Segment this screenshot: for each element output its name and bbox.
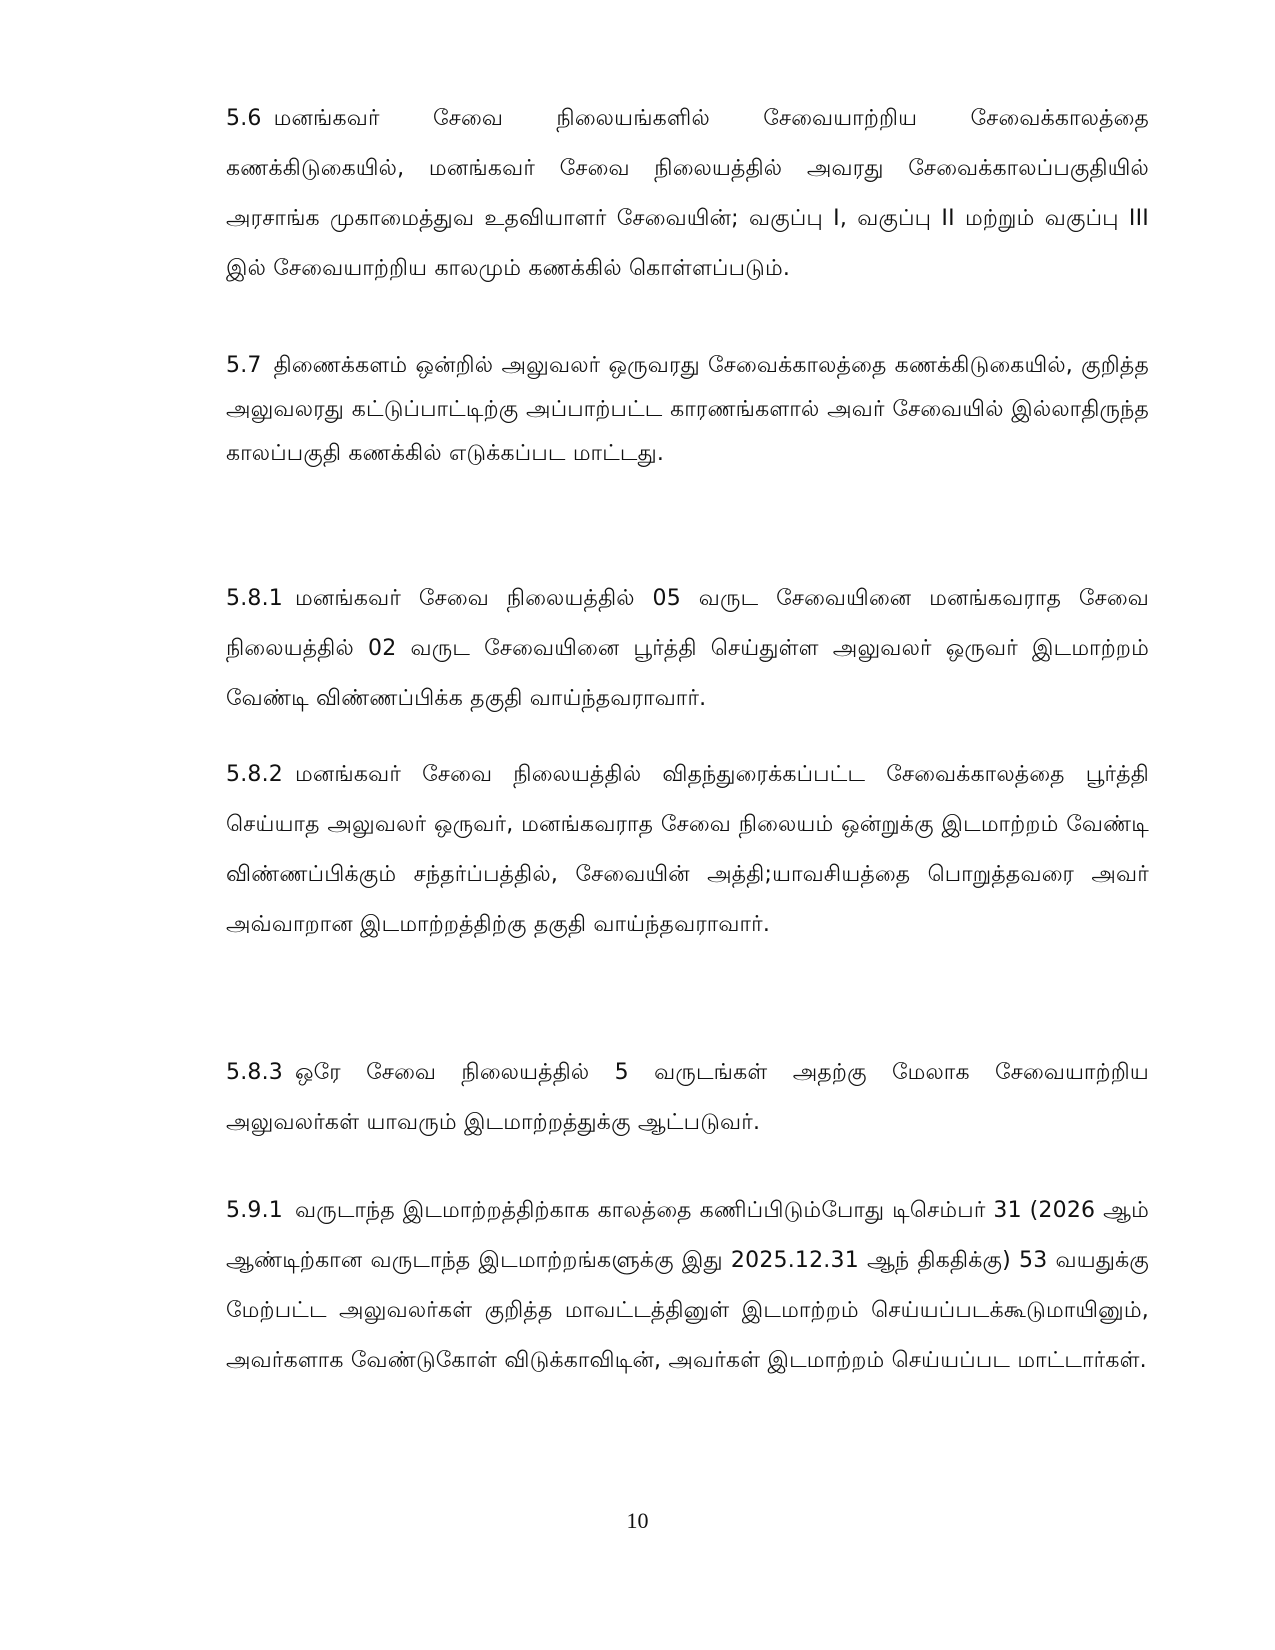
paragraph-text: மனங்கவர் சேவை நிலையத்தில் 05 வருட சேவையினை மனங்கவராத சேவை நிலையத்தில் 02 வருட சேவையினை பூர்த்தி செய்துள்ள அலுவலர் ஒருவர் இடமாற்றம் வேண்டி விண்ணப்பிக்க தகுதி வாய்ந்தவராவார்.	[226, 586, 1149, 711]
paragraph-5-7	[226, 344, 1149, 476]
paragraph-5-6	[226, 94, 1149, 294]
paragraph-5-8-1	[226, 574, 1149, 724]
paragraph-text: வருடாந்த இடமாற்றத்திற்காக காலத்தை கணிப்பிடும்போது டிசெம்பர் 31 (2026 ஆம் ஆண்டிற்கான வருடாந்த இடமாற்றங்களுக்கு இது 2025.12.31 ஆந் திகதிக்கு) 53 வயதுக்கு மேற்பட்ட அலுவலர்கள் குறித்த மாவட்டத்தினுள் இடமாற்றம் செய்யப்படக்கூடுமாயினும், அவர்களாக வேண்டுகோள் விடுக்காவிடின், அவர்கள் இடமாற்றம் செய்யப்பட மாட்டார்கள்.	[226, 1198, 1149, 1373]
paragraph-text: ஒரே சேவை நிலையத்தில் 5 வருடங்கள் அதற்கு மேலாக சேவையாற்றிய அலுவலர்கள் யாவரும் இடமாற்றத்துக்கு ஆட்படுவர்.	[226, 1060, 1149, 1135]
paragraph-number: 5.8.3	[226, 1060, 283, 1085]
paragraph-number: 5.6	[226, 106, 262, 131]
paragraph-5-9-1	[226, 1186, 1149, 1386]
paragraph-text: மனங்கவர் சேவை நிலையத்தில் விதந்துரைக்கப்பட்ட சேவைக்காலத்தை பூர்த்தி செய்யாத அலுவலர் ஒருவர், மனங்கவராத சேவை நிலையம் ஒன்றுக்கு இடமாற்றம் வேண்டி விண்ணப்பிக்கும் சந்தர்ப்பத்தில், சேவையின் அத்தி;யாவசியத்தை பொறுத்தவரை அவர் அவ்வாறான இடமாற்றத்திற்கு தகுதி வாய்ந்தவராவார்.	[226, 762, 1149, 937]
page-number: 10	[626, 1508, 649, 1533]
paragraph-number: 5.8.1	[226, 586, 283, 611]
paragraph-text: மனங்கவர் சேவை நிலையங்களில் சேவையாற்றிய சேவைக்காலத்தை கணக்கிடுகையில், மனங்கவர் சேவை நிலையத்தில் அவரது சேவைக்காலப்பகுதியில் அரசாங்க முகாமைத்துவ உதவியாளர் சேவையின்; வகுப்பு I, வகுப்பு II மற்றும் வகுப்பு III இல் சேவையாற்றிய காலமும் கணக்கில் கொள்ளப்படும்.	[226, 106, 1149, 281]
paragraph-text: திணைக்களம் ஒன்றில் அலுவலர் ஒருவரது சேவைக்காலத்தை கணக்கிடுகையில், குறித்த அலுவலரது கட்டுப்பாட்டிற்கு அப்பாற்பட்ட காரணங்களால் அவர் சேவையில் இல்லாதிருந்த காலப்பகுதி கணக்கில் எடுக்கப்பட மாட்டது.	[226, 353, 1149, 466]
paragraph-5-8-3	[226, 1048, 1149, 1148]
paragraph-5-8-2	[226, 750, 1149, 950]
paragraph-number: 5.9.1	[226, 1198, 283, 1223]
paragraph-number: 5.7	[226, 353, 262, 378]
paragraph-number: 5.8.2	[226, 762, 283, 787]
